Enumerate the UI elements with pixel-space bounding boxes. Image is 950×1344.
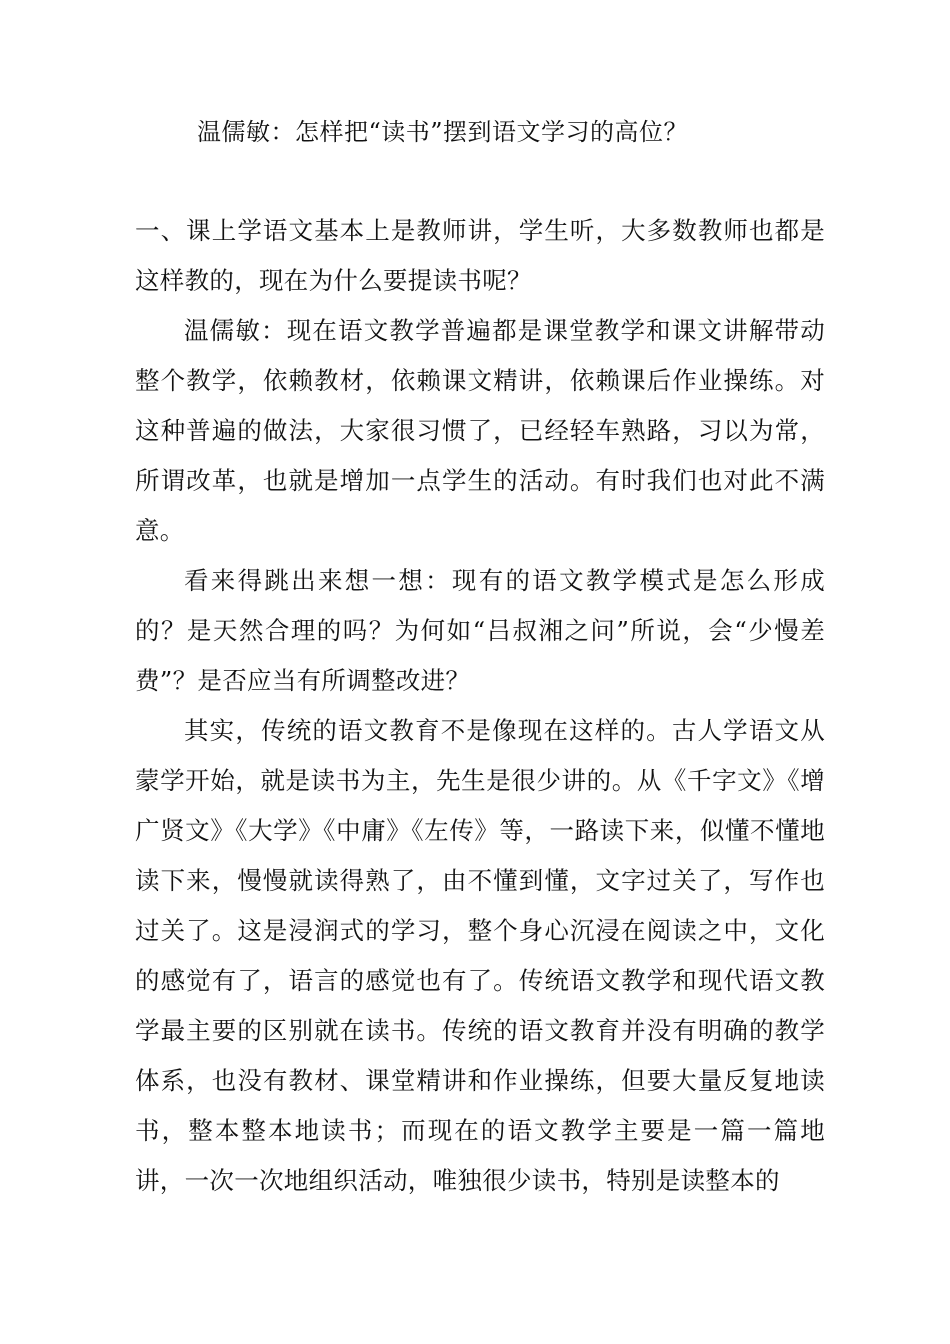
document-title: 温儒敏：怎样把“读书”摆到语文学习的高位？ — [197, 118, 689, 146]
body-paragraph: 看来得跳出来想一想：现有的语文教学模式是怎么形成的？是天然合理的吗？为何如“吕叔湘之问”所说，会“少慢差费”？是否应当有所调整改进？ — [135, 566, 825, 695]
question-paragraph: 一、课上学语文基本上是教师讲，学生听，大多数教师也都是这样教的，现在为什么要提读书呢？ — [135, 216, 825, 295]
answer-paragraph: 温儒敏：现在语文教学普遍都是课堂教学和课文讲解带动整个教学，依赖教材，依赖课文精讲，依赖课后作业操练。对这种普遍的做法，大家很习惯了，已经轻车熟路，习以为常，所谓改革，也就是增加一点学生的活动。有时我们也对此不满意。 — [135, 316, 825, 545]
body-paragraph: 其实，传统的语文教育不是像现在这样的。古人学语文从蒙学开始，就是读书为主，先生是很少讲的。从《千字文》《增广贤文》《大学》《中庸》《左传》等，一路读下来，似懂不懂地读下来，慢慢就读得熟了，由不懂到懂，文字过关了，写作也过关了。这是浸润式的学习，整个身心沉浸在阅读之中，文化的感觉有了，语言的感觉也有了。传统语文教学和现代语文教学最主要的区别就在读书。传统的语文教育并没有明确的教学体系，也没有教材、课堂精讲和作业操练，但要大量反复地读书，整本整本地读书；而现在的语文教学主要是一篇一篇地讲，一次一次地组织活动，唯独很少读书，特别是读整本的 — [135, 716, 825, 1195]
document-body — [135, 206, 825, 1206]
